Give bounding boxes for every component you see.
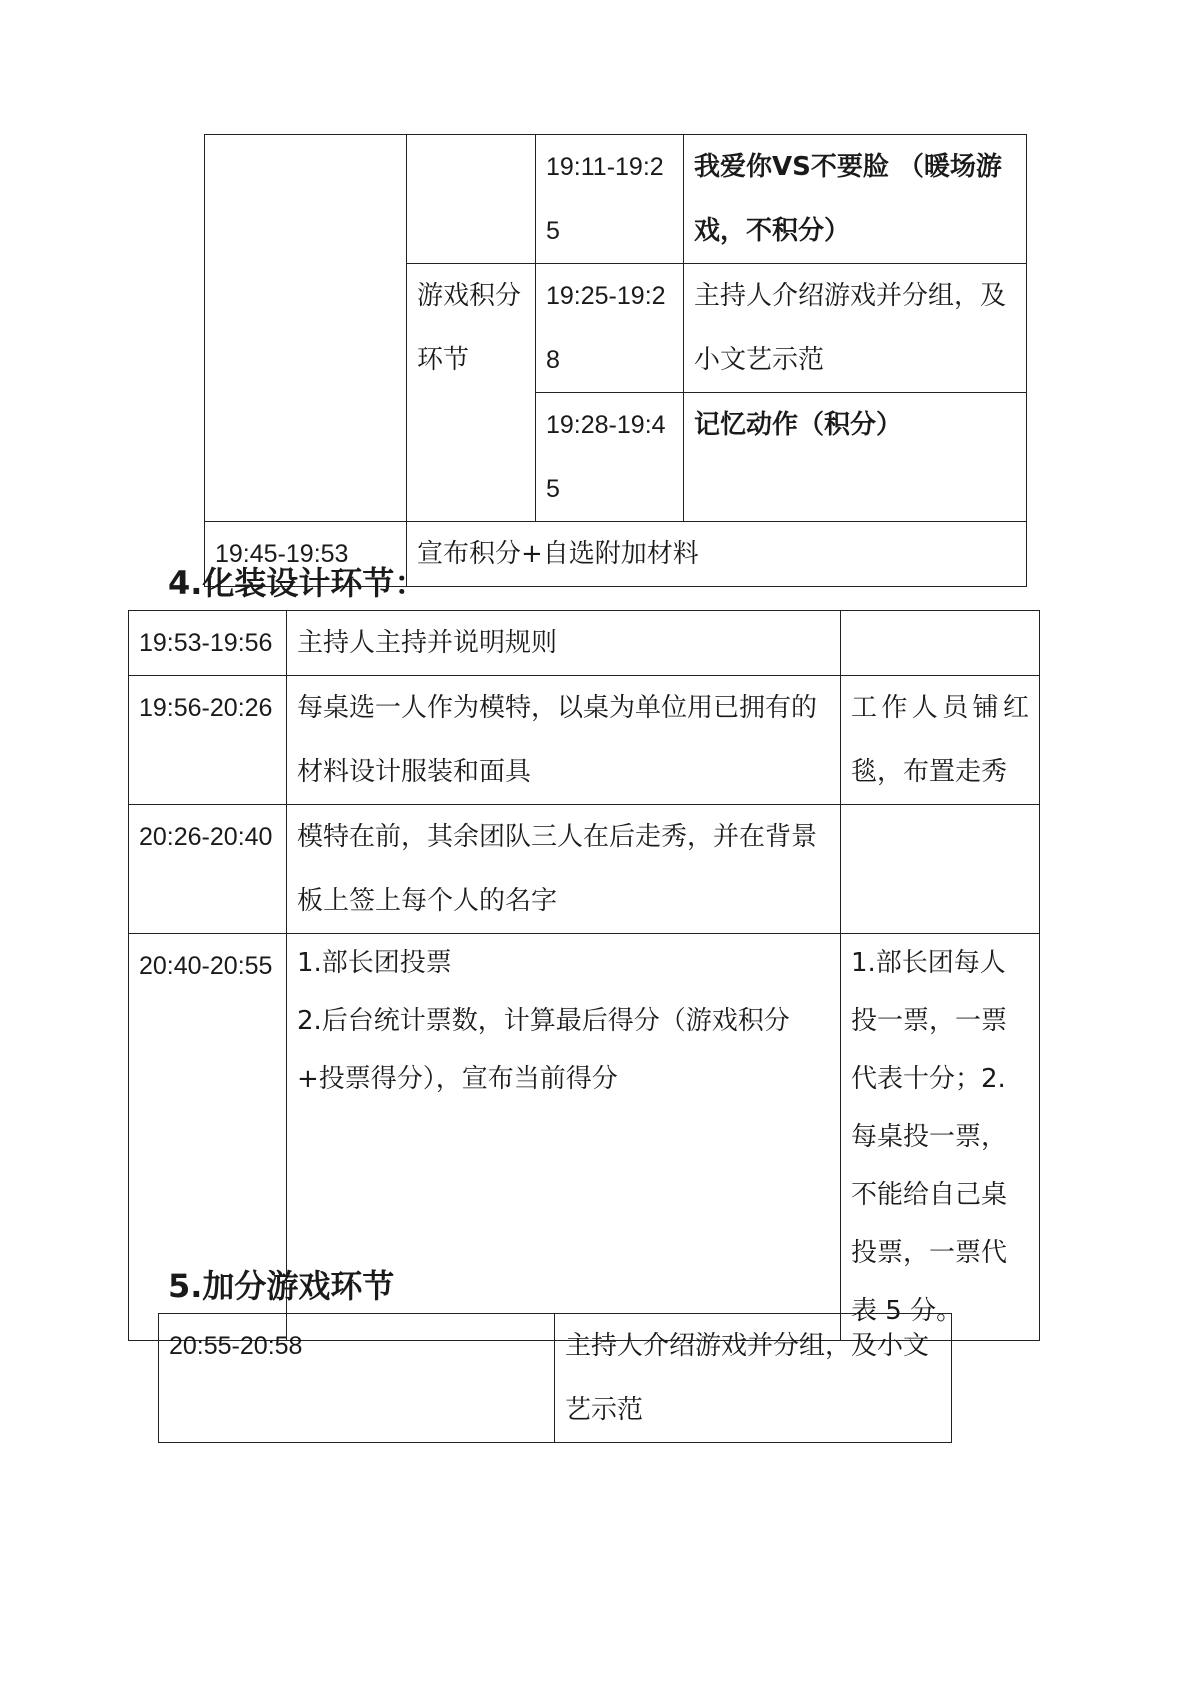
time-cell: 19:11-19:25 — [536, 135, 684, 264]
table-row — [129, 611, 1040, 676]
activity-cell: 主持人介绍游戏并分组，及小文艺示范 — [684, 264, 1027, 393]
makeup-design-table — [128, 610, 1040, 1341]
activity-line: 2.后台统计票数，计算最后得分（游戏积分+投票得分），宣布当前得分 — [297, 1006, 790, 1094]
note-cell — [841, 611, 1040, 676]
schedule-table-continued — [204, 134, 1027, 587]
empty-cell — [205, 135, 407, 522]
activity-line: 1.部长团投票 — [297, 948, 452, 978]
time-cell: 19:53-19:56 — [129, 611, 287, 676]
activity-cell: 我爱你VS不要脸 （暖场游戏，不积分） — [684, 135, 1027, 264]
activity-cell: 宣布积分+自选附加材料 — [407, 522, 1027, 587]
time-cell: 20:26-20:40 — [129, 805, 287, 934]
section-title: 4.化装设计环节： — [168, 564, 427, 602]
time-cell: 20:40-20:55 — [129, 934, 287, 1341]
time-cell: 19:28-19:45 — [536, 393, 684, 522]
note-cell — [841, 805, 1040, 934]
time-cell: 19:56-20:26 — [129, 676, 287, 805]
note-cell: 工作人员铺红毯，布置走秀 — [841, 676, 1040, 805]
activity-cell: 每桌选一人作为模特，以桌为单位用已拥有的材料设计服装和面具 — [287, 676, 841, 805]
segment-label-cell: 游戏积分环节 — [407, 264, 536, 522]
section-title: 5.加分游戏环节 — [168, 1267, 395, 1305]
activity-cell: 模特在前，其余团队三人在后走秀，并在背景板上签上每个人的名字 — [287, 805, 841, 934]
empty-cell — [407, 135, 536, 264]
time-cell: 20:55-20:58 — [159, 1314, 555, 1443]
time-cell: 19:45-19:53 — [205, 522, 407, 587]
activity-cell: 主持人主持并说明规则 — [287, 611, 841, 676]
table-row — [129, 805, 1040, 934]
table-row — [129, 676, 1040, 805]
table-row — [159, 1314, 952, 1443]
time-cell: 19:25-19:28 — [536, 264, 684, 393]
note-cell: 1.部长团每人投一票，一票代表十分；2.每桌投一票，不能给自己桌投票，一票代表 5 分。 — [841, 934, 1040, 1341]
bonus-game-table — [158, 1313, 952, 1443]
activity-cell: 主持人介绍游戏并分组，及小文艺示范 — [555, 1314, 952, 1443]
activity-cell: 记忆动作（积分） — [684, 393, 1027, 522]
